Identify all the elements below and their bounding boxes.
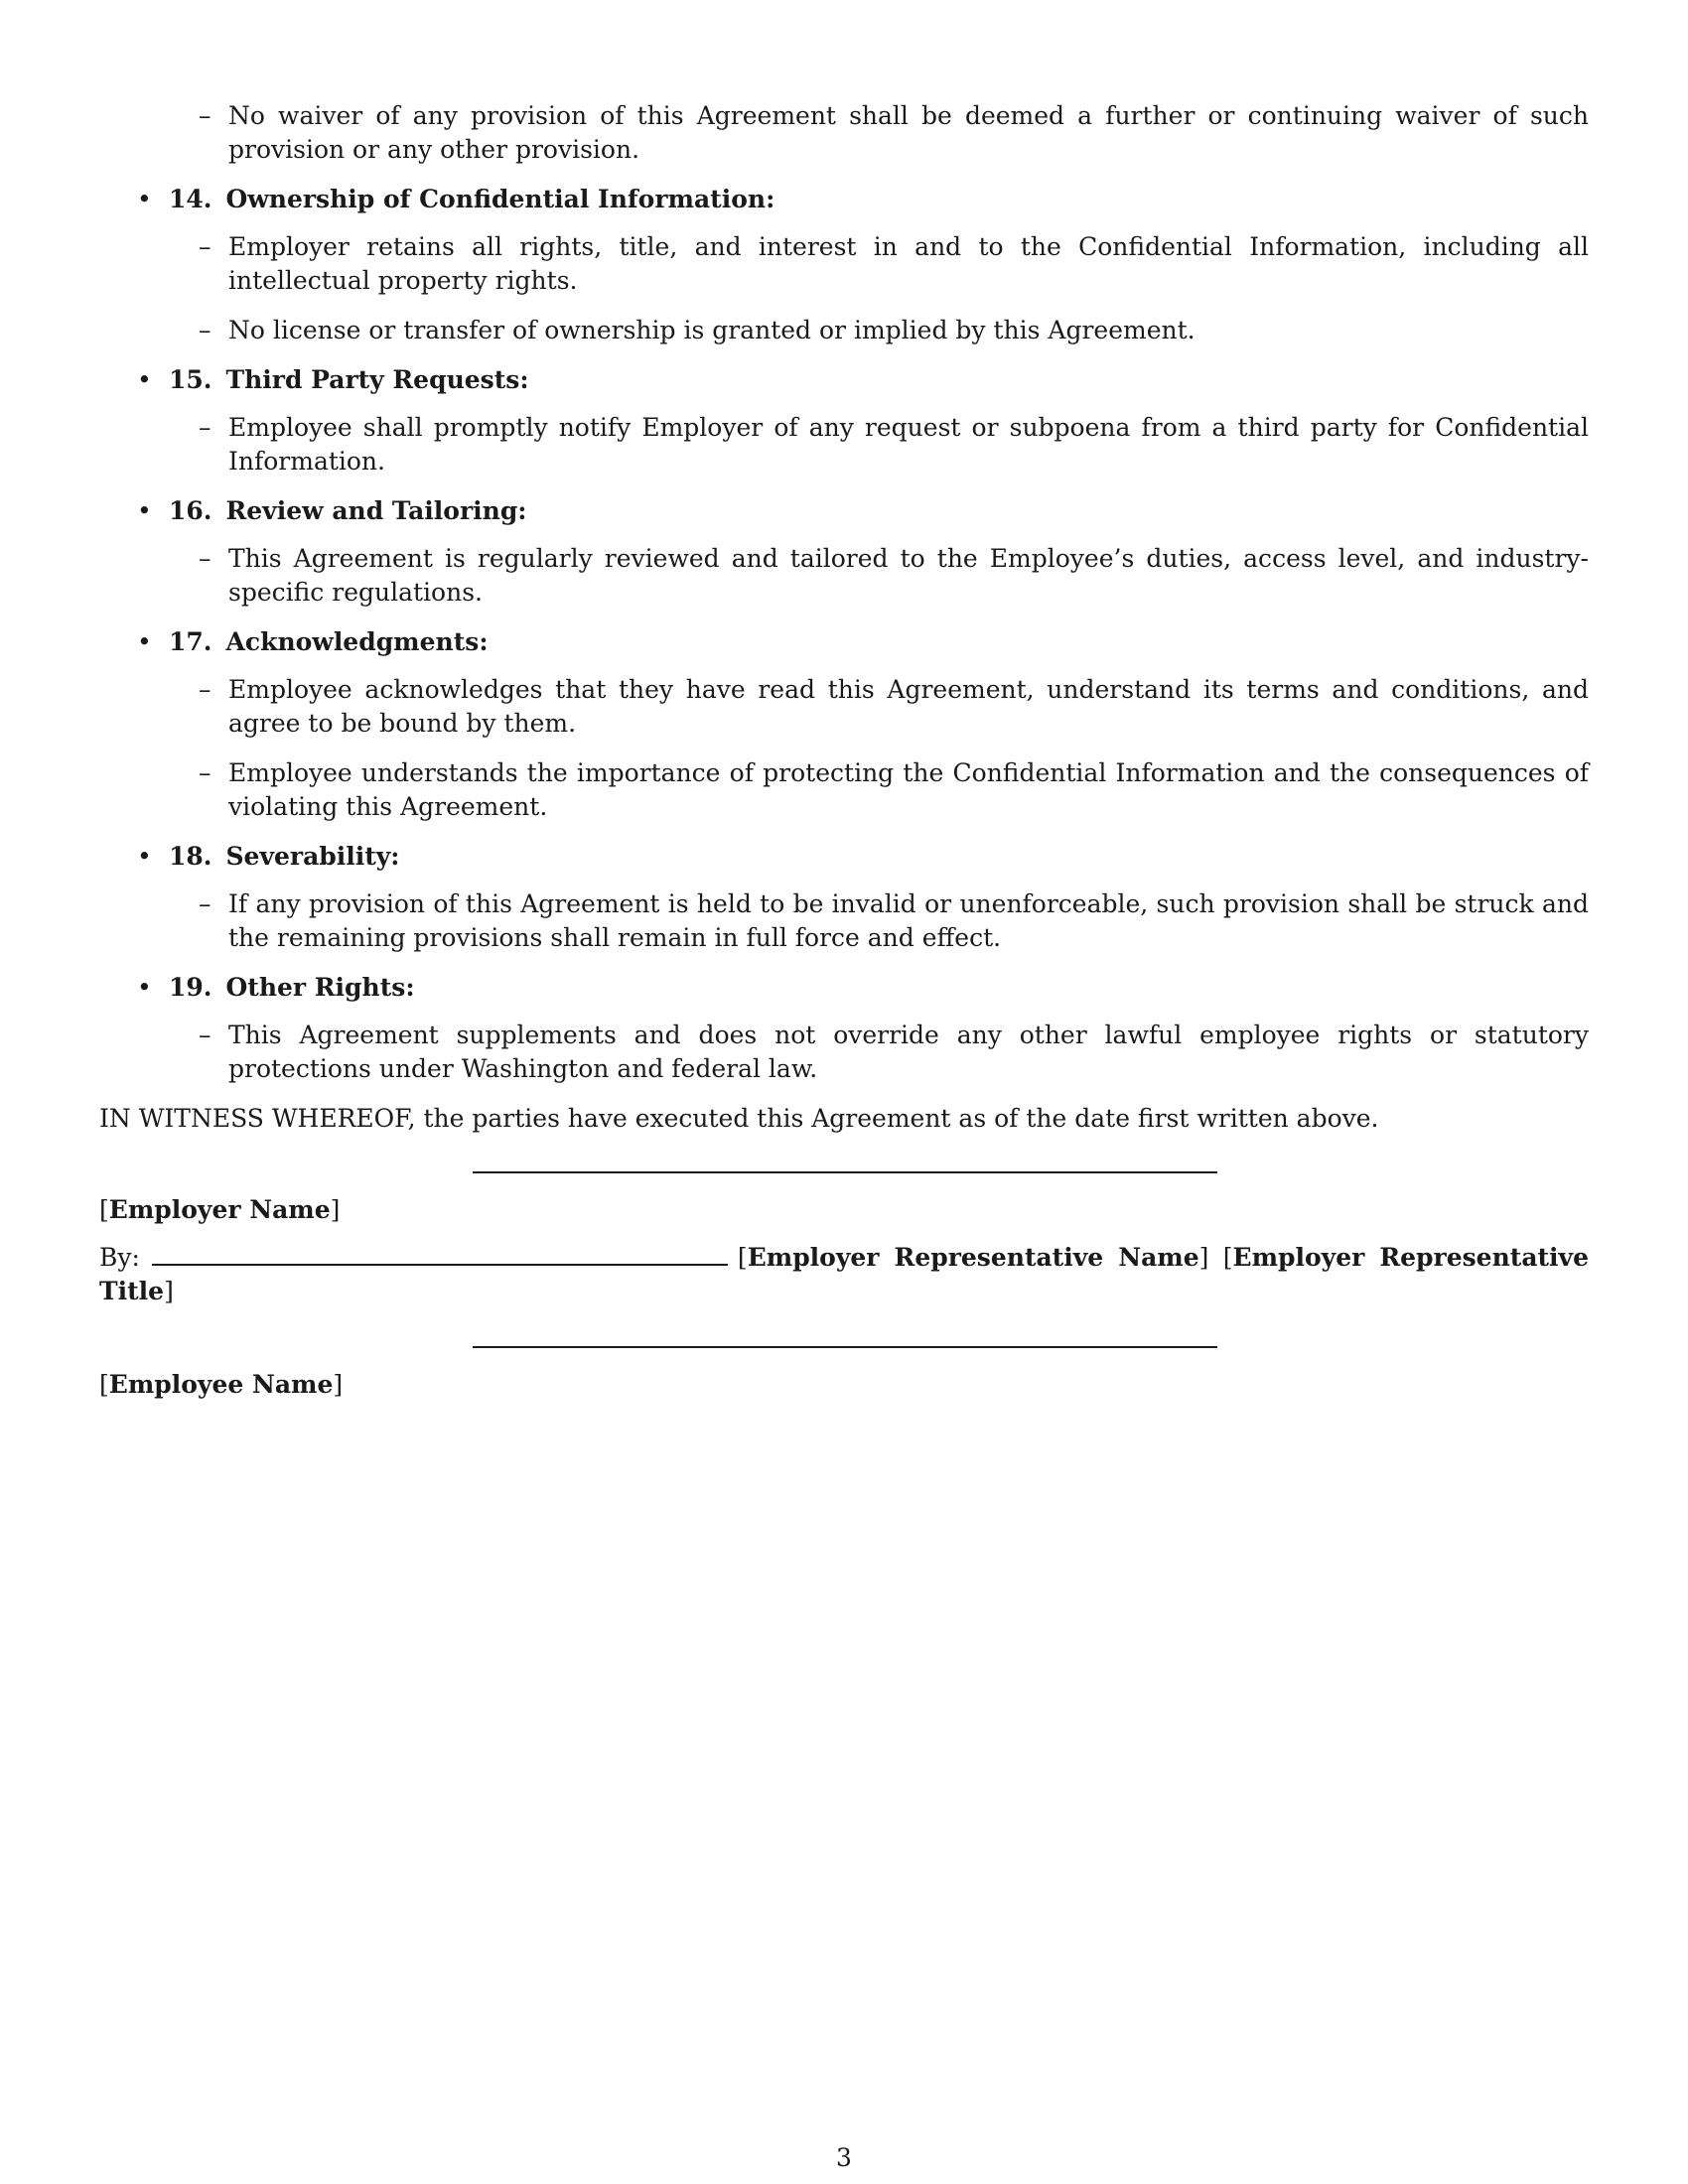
witness-statement: IN WITNESS WHEREOF, the parties have executed this Agreement as of the date first written above. [99,1104,1379,1133]
employee-name-placeholder: Employee Name [108,1370,334,1399]
section-title: Ownership of Confidential Information: [225,185,775,213]
employer-rep-name-placeholder: Employer Representative Name [747,1243,1199,1272]
section-17 [99,625,1589,824]
employer-signature-line [473,1171,1217,1173]
bullet-glyph: • [137,973,152,1002]
section-number: 15. [169,365,212,394]
dash-glyph: – [199,889,211,918]
section-item-text: Employee acknowledges that they have read this Agreement, understand its terms and conditions, and agree to be bound by them. [228,675,1589,738]
section-item [199,411,1589,478]
employer-by-block: By: [Employer Representative Name] [Employer Representative Title] [99,1243,1589,1305]
section-14 [99,183,1589,347]
bullet-glyph: • [137,627,152,656]
by-label: By: [99,1243,140,1272]
section-18 [99,840,1589,955]
employee-signature-line [473,1346,1217,1348]
section-item [199,756,1589,824]
section-item [199,673,1589,741]
employer-name-placeholder: Employer Name [108,1195,331,1224]
section-item-text: This Agreement is regularly reviewed and tailored to the Employee’s duties, access level, and industry-specific regulations. [228,544,1589,607]
continuation-item [199,99,1589,167]
section-item [199,887,1589,955]
section-title: Other Rights: [225,973,415,1002]
section-16 [99,494,1589,610]
dash-glyph: – [199,544,211,573]
bullet-glyph: • [137,842,152,871]
dash-glyph: – [199,316,211,344]
continuation-list [99,99,1589,167]
bullet-glyph: • [137,185,152,213]
section-15 [99,363,1589,478]
dash-glyph: – [199,675,211,704]
sections-list [99,183,1589,1086]
section-heading [169,625,1589,659]
bullet-glyph: • [137,365,152,394]
section-item-text: Employee understands the importance of protecting the Confidential Information and the consequences of violating this Agreement. [228,758,1589,821]
section-heading [169,363,1589,397]
section-item [199,542,1589,610]
employer-rep-title-placeholder: Employer Representative Title [99,1243,1589,1305]
section-item-text: Employer retains all rights, title, and interest in and to the Confidential Information, including all intellectual property rights. [228,232,1589,295]
section-heading [169,971,1589,1005]
by-signature-blank [152,1242,728,1266]
section-title: Review and Tailoring: [225,496,527,525]
dash-glyph: – [199,232,211,261]
section-heading [169,494,1589,528]
section-item [199,314,1589,347]
section-item-text: No license or transfer of ownership is granted or implied by this Agreement. [228,316,1196,344]
employee-name: [Employee Name] [99,1370,344,1399]
section-item-text: If any provision of this Agreement is held to be invalid or unenforceable, such provision shall be struck and the remaining provisions shall remain in full force and effect. [228,889,1589,952]
section-title: Acknowledgments: [225,627,489,656]
dash-glyph: – [199,413,211,442]
section-number: 18. [169,842,212,871]
page-number: 3 [836,2143,852,2172]
section-heading [169,183,1589,216]
section-item [199,1019,1589,1086]
section-item-text: Employee shall promptly notify Employer of any request or subpoena from a third party for Confidential Information. [228,413,1589,476]
bullet-glyph: • [137,496,152,525]
section-heading [169,840,1589,874]
dash-glyph: – [199,101,211,130]
employer-name: [Employer Name] [99,1195,341,1224]
section-number: 17. [169,627,212,656]
section-number: 14. [169,185,212,213]
document-page [99,99,1589,1416]
section-item [199,230,1589,298]
section-number: 16. [169,496,212,525]
section-title: Severability: [225,842,400,871]
dash-glyph: – [199,1021,211,1049]
section-19 [99,971,1589,1086]
section-title: Third Party Requests: [225,365,529,394]
continuation-item-text: No waiver of any provision of this Agreement shall be deemed a further or continuing waiver of such provision or any other provision. [228,101,1589,164]
section-number: 19. [169,973,212,1002]
dash-glyph: – [199,758,211,787]
section-item-text: This Agreement supplements and does not override any other lawful employee rights or statutory protections under Washington and federal law. [228,1021,1589,1083]
